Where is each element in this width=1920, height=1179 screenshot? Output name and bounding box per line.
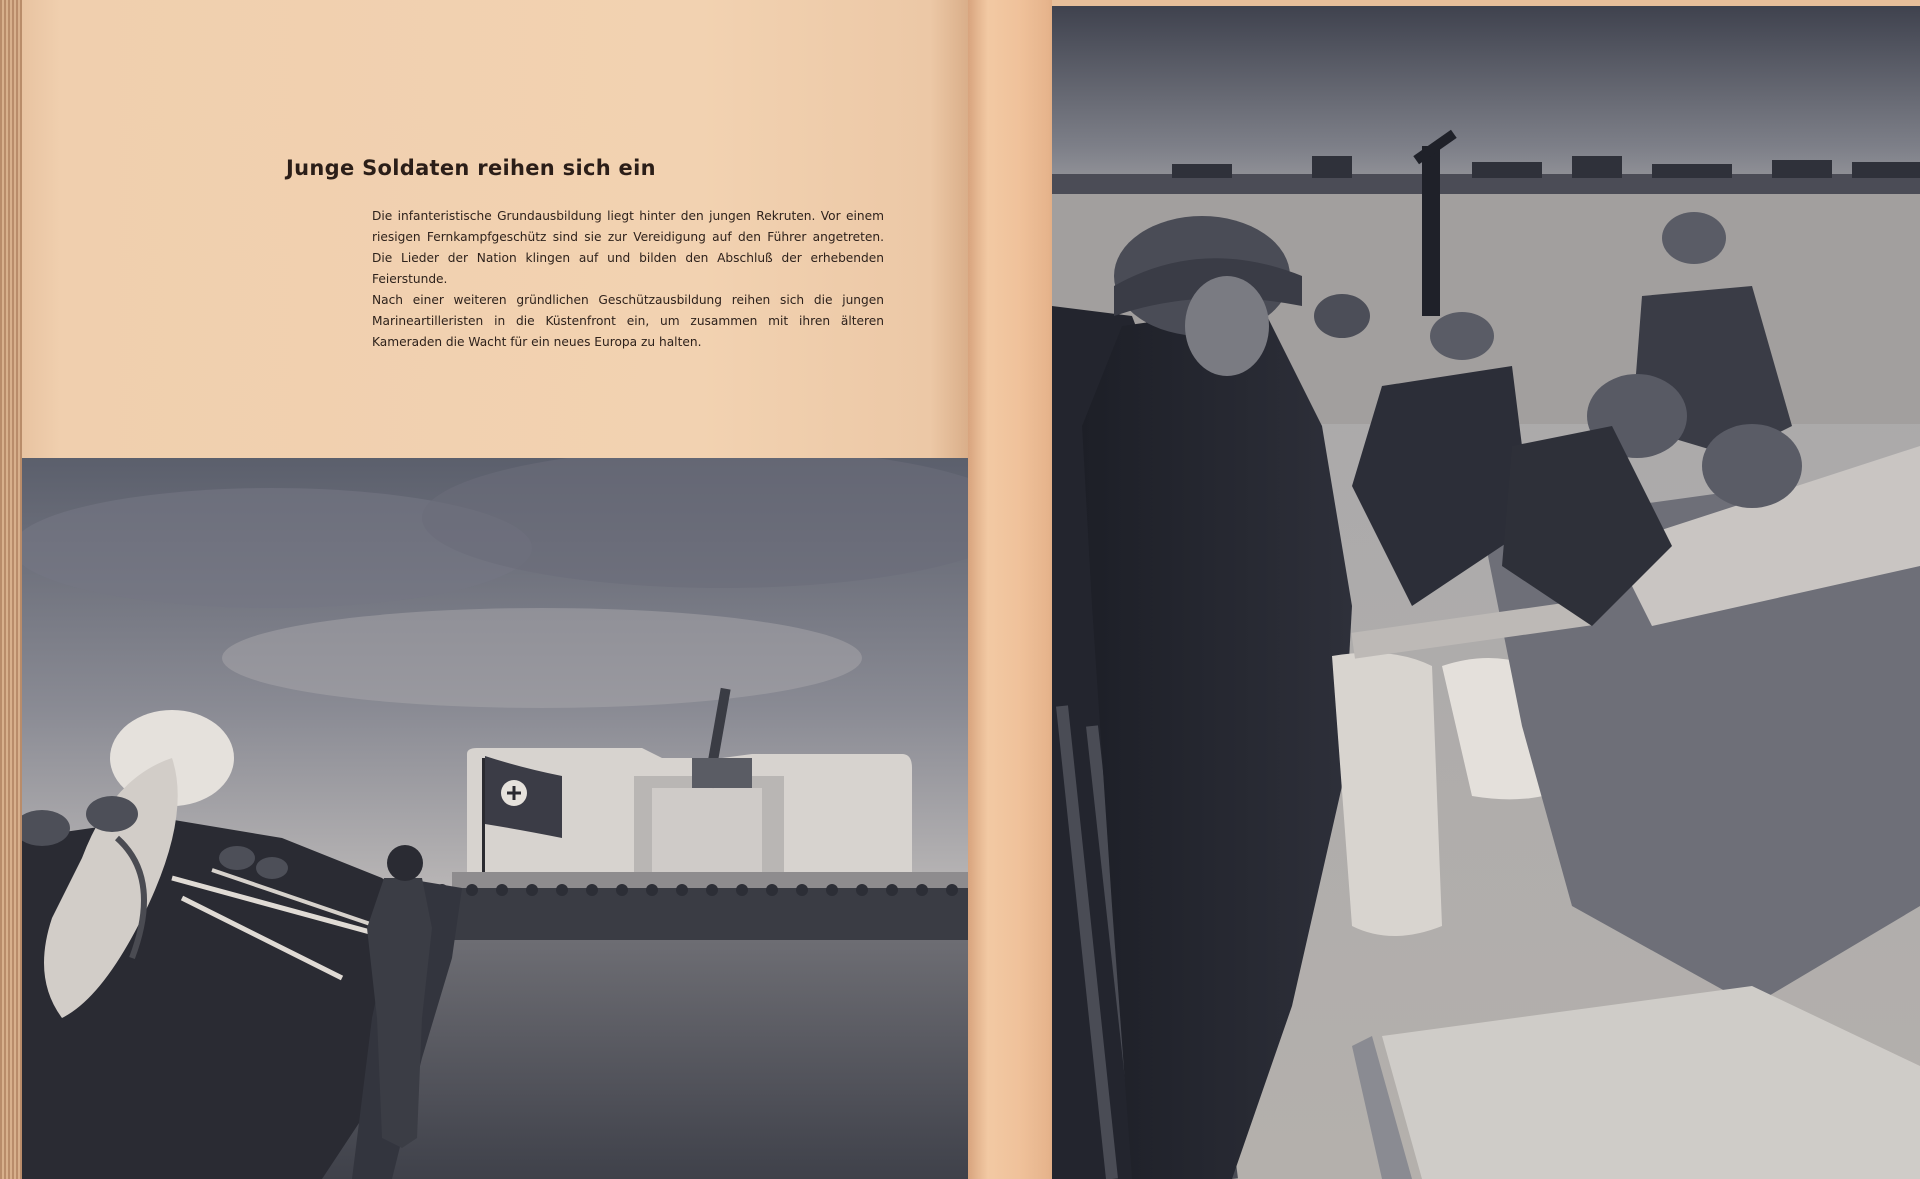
article-title: Junge Soldaten reihen sich ein bbox=[286, 156, 656, 180]
article-paragraph-2: Nach einer weiteren gründlichen Geschützausbildung reihen sich die jungen Marineartilleristen in die Küstenfront ein, um zusammen mit ihren älteren Kameraden die Wacht für ein neues Europa zu halten. bbox=[372, 293, 884, 349]
page-edge-stack bbox=[0, 0, 22, 1179]
gun-crew-photo bbox=[1052, 6, 1920, 1179]
article-paragraph-1: Die infanteristische Grundausbildung liegt hinter den jungen Rekruten. Vor einem riesigen Fernkampfgeschütz sind sie zur Vereidigung auf den Führer angetreten. Die Lieder der Nation klingen auf und bilden den Abschluß der erhebenden Feierstunde. bbox=[372, 209, 884, 286]
book-gutter bbox=[968, 0, 1060, 1179]
ceremony-photo-illustration bbox=[22, 458, 968, 1179]
article-body bbox=[372, 206, 884, 353]
gun-crew-photo-illustration bbox=[1052, 6, 1920, 1179]
ceremony-photo bbox=[22, 458, 968, 1179]
